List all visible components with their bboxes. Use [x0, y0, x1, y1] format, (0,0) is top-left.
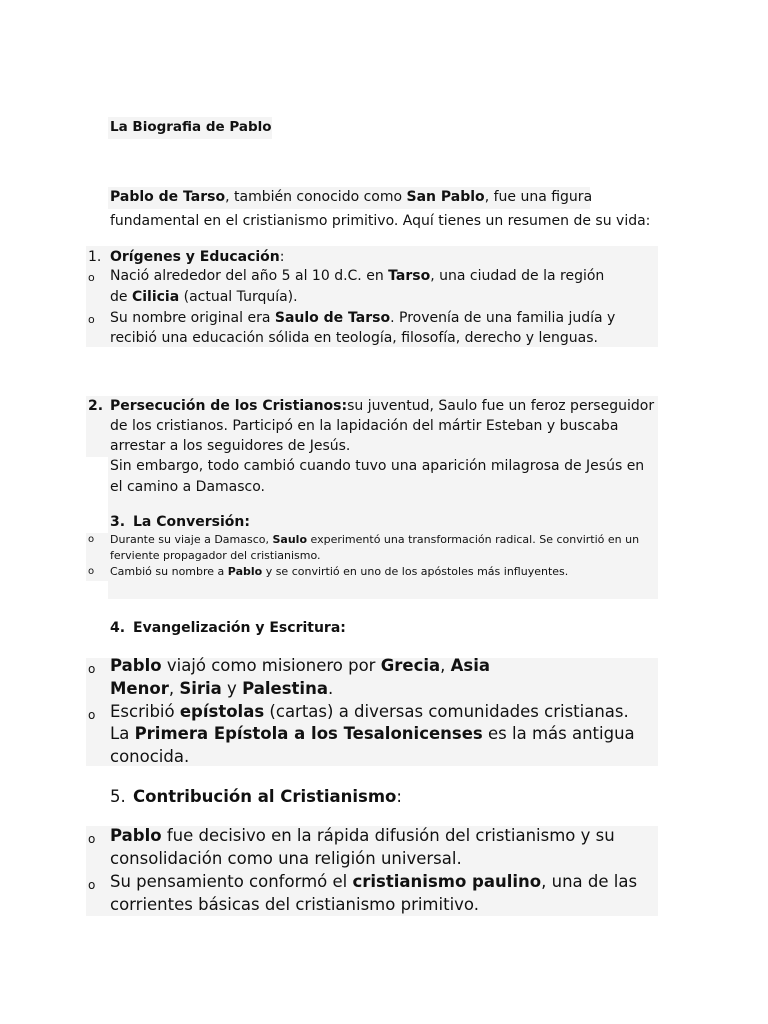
bold-text-run: Orígenes y Educación	[110, 249, 280, 265]
text-run: ferviente propagador del cristianismo.	[110, 549, 321, 562]
text-run: fue decisivo en la rápida difusión del cristianismo y su	[161, 826, 615, 845]
section-2-line-5	[110, 479, 265, 495]
text-run: es la más antigua	[482, 724, 635, 743]
section-5-number: 5.	[110, 787, 126, 806]
text-run: Cambió su nombre a	[110, 565, 228, 578]
bullet-marker: o	[88, 313, 95, 326]
bullet-marker: o	[88, 708, 96, 722]
text-run: .	[327, 679, 334, 698]
bold-text-run: Grecia	[380, 656, 441, 675]
bold-text-run: cristianismo paulino	[352, 872, 542, 891]
text-run: ,	[168, 679, 180, 698]
intro-line-1	[110, 189, 592, 205]
section-4-bullet-1-line-2	[110, 679, 333, 698]
bold-text-run: La Conversión:	[133, 514, 250, 530]
bold-text-run: Evangelización y Escritura:	[133, 620, 346, 636]
bold-text-run: Pablo	[227, 565, 263, 578]
bold-text-run: Siria	[179, 679, 222, 698]
section-2-line-4	[110, 458, 644, 474]
section-4-bullet-2-line-3	[110, 747, 189, 766]
text-run: conocida.	[110, 747, 190, 766]
bullet-marker: o	[88, 878, 96, 892]
text-run: ,	[440, 656, 451, 675]
text-run: de los cristianos. Participó en la lapidación del mártir Esteban y buscaba	[110, 418, 619, 434]
section-5-bullet-2-line-1	[110, 872, 637, 891]
text-run: el camino a Damasco.	[110, 479, 266, 495]
section-2-line-2	[110, 418, 618, 434]
section-4-bullet-1-line-1	[110, 656, 490, 675]
section-3-bullet-1-line-1	[110, 533, 639, 546]
section-3-number: 3.	[110, 514, 126, 530]
section-2-line-1	[110, 398, 654, 414]
section-4-bullet-2-line-2	[110, 724, 635, 743]
text-run: . Provenía de una familia judía y	[390, 310, 616, 326]
bullet-marker: o	[88, 832, 96, 846]
text-run: de	[110, 289, 132, 305]
text-run: , una de las	[541, 872, 638, 891]
section-1-bullet-2-line-1	[110, 310, 615, 326]
document-title: La Biografia de Pablo	[110, 119, 272, 135]
text-run: , también conocido como	[225, 189, 407, 205]
bold-text-run: Saulo	[272, 533, 308, 546]
text-run: Escribió	[110, 702, 180, 721]
text-run: (actual Turquía).	[179, 289, 298, 305]
text-run: arrestar a los seguidores de Jesús.	[110, 438, 351, 454]
section-5-bullet-1-line-1	[110, 826, 615, 845]
section-3-bullet-2-line-1	[110, 565, 568, 578]
text-run: corrientes básicas del cristianismo primitivo.	[110, 895, 479, 914]
bullet-marker: o	[88, 534, 95, 545]
text-run: fundamental en el cristianismo primitivo. Aquí tienes un resumen de su vida:	[110, 213, 651, 229]
text-run: Su nombre original era	[110, 310, 275, 326]
bold-text-run: Asia	[450, 656, 491, 675]
bold-text-run: Persecución de los Cristianos:	[110, 398, 348, 414]
section-2-line-3	[110, 438, 350, 454]
text-run: , fue una figura	[484, 189, 593, 205]
section-1-bullet-2-line-2	[110, 330, 598, 346]
text-run: Su pensamiento conformó el	[110, 872, 353, 891]
text-run: consolidación como una religión universal.	[110, 849, 462, 868]
bold-text-run: Pablo	[110, 826, 162, 845]
bold-text-run: epístolas	[179, 702, 265, 721]
text-run: experimentó una transformación radical. Se convirtió en un	[307, 533, 640, 546]
section-3-heading	[133, 514, 250, 530]
bold-text-run: Pablo	[110, 656, 162, 675]
bold-text-run: Menor	[110, 679, 169, 698]
section-1-bullet-1-line-2	[110, 289, 298, 305]
section-1-heading	[110, 249, 285, 265]
section-5-bullet-1-line-2	[110, 849, 462, 868]
text-run: viajó como misionero por	[161, 656, 381, 675]
bold-text-run: Saulo de Tarso	[274, 310, 391, 326]
text-run: :	[396, 787, 402, 806]
section-2-number: 2.	[88, 398, 104, 414]
text-run: y	[221, 679, 243, 698]
bullet-marker: o	[88, 662, 96, 676]
text-run: recibió una educación sólida en teología, filosofía, derecho y lenguas.	[110, 330, 598, 346]
section-5-bullet-2-line-2	[110, 895, 479, 914]
section-1-bullet-1-line-1	[110, 268, 604, 284]
section-3-bullet-1-line-2	[110, 549, 321, 562]
text-run: , una ciudad de la región	[430, 268, 605, 284]
text-run: y se convirtió en uno de los apóstoles más influyentes.	[262, 565, 569, 578]
section-5-heading	[133, 787, 402, 806]
bold-text-run: Cilicia	[131, 289, 180, 305]
text-run: Sin embargo, todo cambió cuando tuvo una aparición milagrosa de Jesús en	[110, 458, 645, 474]
section-4-number: 4.	[110, 620, 126, 636]
bold-text-run: Palestina	[242, 679, 328, 698]
text-run: Nació alrededor del año 5 al 10 d.C. en	[110, 268, 389, 284]
text-run: :	[279, 249, 285, 265]
bold-text-run: Pablo de Tarso	[110, 189, 226, 205]
bullet-marker: o	[88, 566, 95, 577]
bold-text-run: Contribución al Cristianismo	[133, 787, 397, 806]
bullet-marker: o	[88, 271, 95, 284]
bold-text-run: Primera Epístola a los Tesalonicenses	[134, 724, 483, 743]
bold-text-run: San Pablo	[406, 189, 485, 205]
section-1-number: 1.	[88, 249, 102, 265]
section-4-heading	[133, 620, 346, 636]
section-4-bullet-2-line-1	[110, 702, 629, 721]
intro-line-2	[110, 213, 650, 229]
text-run: su juventud, Saulo fue un feroz perseguidor	[347, 398, 655, 414]
text-run: (cartas) a diversas comunidades cristianas.	[264, 702, 629, 721]
text-run: Durante su viaje a Damasco,	[110, 533, 273, 546]
text-run: La	[110, 724, 135, 743]
bold-text-run: Tarso	[388, 268, 431, 284]
